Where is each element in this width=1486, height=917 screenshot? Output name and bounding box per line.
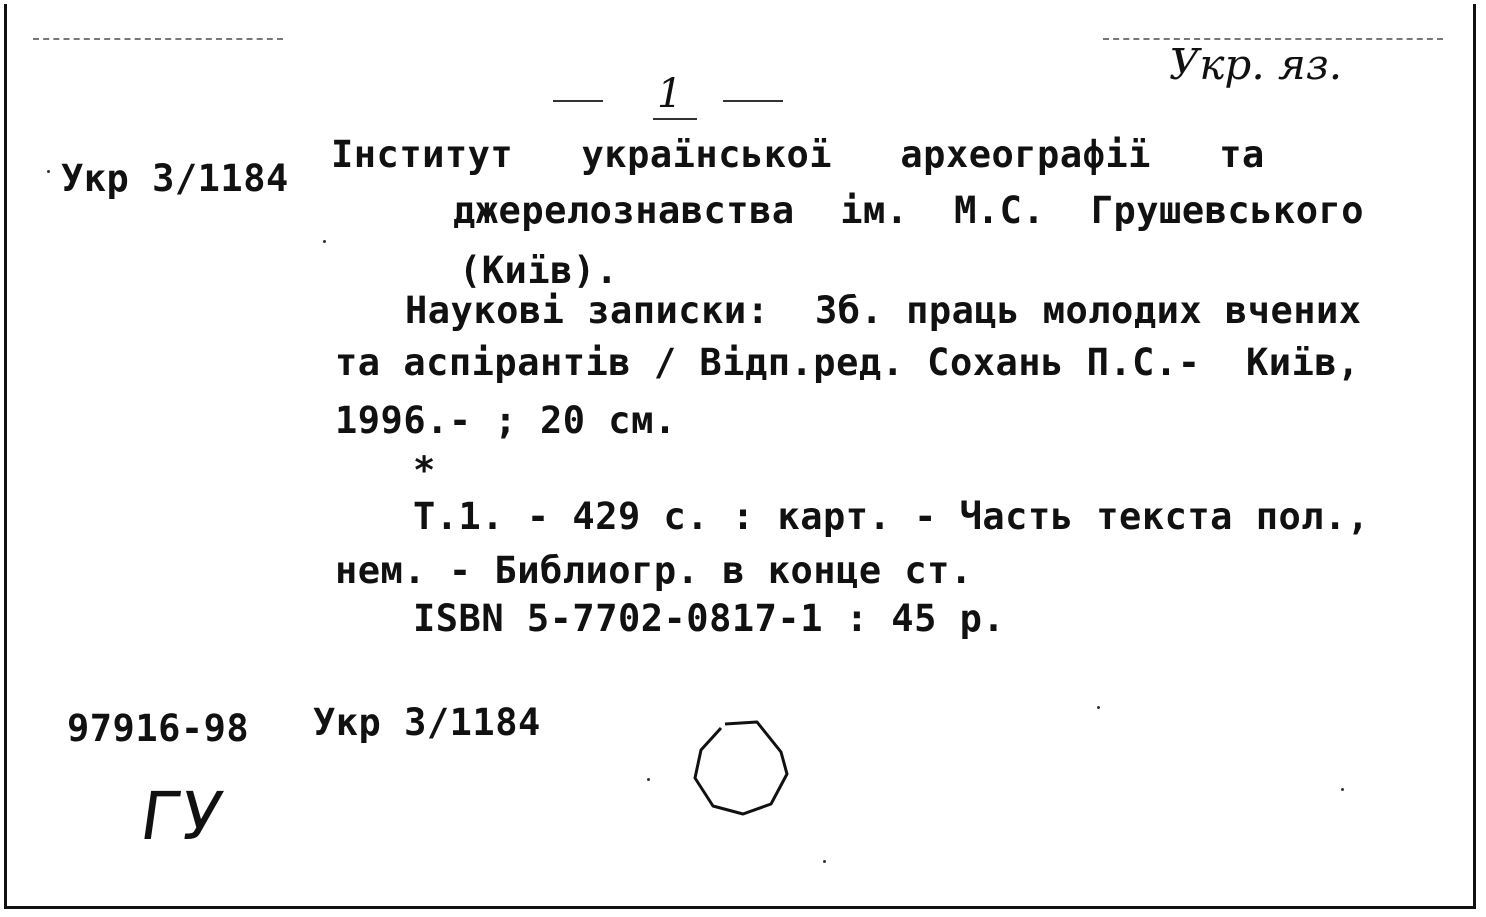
speck (323, 240, 326, 243)
library-stamp-circle (687, 716, 797, 820)
call-number: Укр 3/1184 (61, 157, 289, 200)
speck (47, 170, 50, 173)
page-mark-number: 1 (657, 71, 683, 117)
title-line-2: та аспірантів / Відп.ред. Сохань П.С.- Київ, (335, 341, 1360, 384)
catalog-card (4, 4, 1476, 909)
corner-note: Укр. яз. (1169, 40, 1343, 89)
speck (1097, 706, 1100, 709)
page-mark (553, 71, 793, 124)
speck (1341, 788, 1344, 791)
volume-line-1: Т.1. - 429 с. : карт. - Часть текста пол., (413, 495, 1370, 538)
shelf-mark: Укр 3/1184 (313, 701, 541, 744)
heading-line-1: Інститут української археографії та (331, 133, 1265, 176)
heading-line-2: джерелознавства ім. М.С. Грушевського (453, 189, 1365, 232)
volume-line-2: нем. - Библиогр. в конце ст. (335, 549, 973, 592)
title-line-1: Наукові записки: Зб. праць молодих вчених (405, 289, 1362, 332)
isbn-line: ISBN 5-7702-0817-1 : 45 р. (413, 597, 1006, 640)
asterisk: * (413, 449, 436, 492)
speck (647, 778, 650, 781)
speck (823, 860, 826, 863)
heading-line-3: (Київ). (459, 249, 619, 292)
title-line-3: 1996.- ; 20 см. (335, 399, 677, 442)
top-dashed-line-left (33, 38, 283, 40)
inventory-number: 97916-98 (67, 707, 250, 750)
handwritten-initials: ГУ (135, 778, 227, 855)
